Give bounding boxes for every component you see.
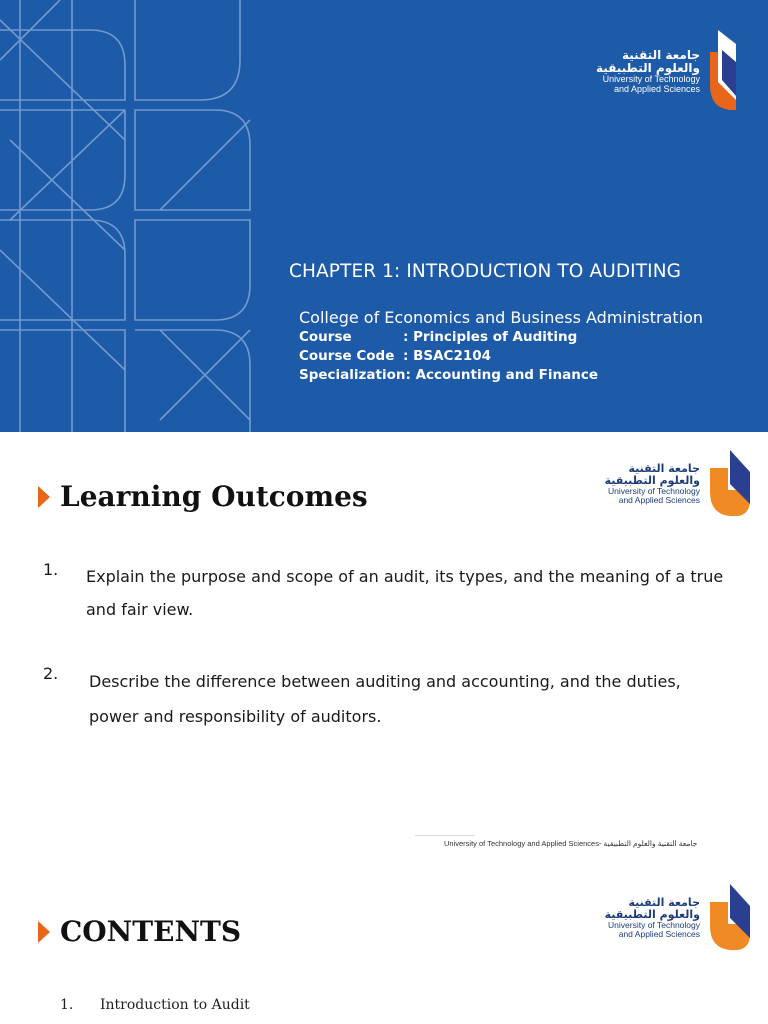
logo-english-line1: University of Technology <box>602 74 700 85</box>
course-info <box>299 308 703 385</box>
course-code-value: : BSAC2104 <box>403 348 492 364</box>
course-value: : Principles of Auditing <box>403 329 578 345</box>
course-row <box>299 328 703 347</box>
logo-english-line1: University of Technology <box>608 919 700 930</box>
logo-english-line2: and Applied Sciences <box>613 84 700 95</box>
decorative-line-pattern <box>0 0 290 432</box>
logo-arabic-line2: والعلوم التطبيقية <box>595 61 700 76</box>
outcome-text: Explain the purpose and scope of an audit, its types, and the meaning of a true and fair view. <box>86 567 724 619</box>
slide-footer: University of Technology and Applied Sciences- جامعة التقنية والعلوم التطبيقية <box>444 839 698 848</box>
heading-arrow-icon <box>38 486 50 508</box>
outcome-text: Describe the difference between auditing and accounting, and the duties, power and responsibility of auditors. <box>89 672 681 726</box>
logo-arabic-line1: جامعة التقنية <box>628 461 700 475</box>
outcome-number: 1. <box>43 560 59 579</box>
contents-item-text: Introduction to Audit <box>100 997 250 1013</box>
specialization-value: Accounting and Finance <box>415 367 599 383</box>
logo-arabic-line2: والعلوم التطبيقية <box>604 907 700 921</box>
specialization-row <box>299 366 703 385</box>
logo-english-line2: and Applied Sciences <box>618 929 700 940</box>
section-heading <box>38 915 241 948</box>
heading-text: CONTENTS <box>60 915 242 948</box>
specialization-label: Specialization: <box>299 367 411 383</box>
logo-arabic-line2: والعلوم التطبيقية <box>604 473 700 487</box>
outcome-number: 2. <box>43 664 59 683</box>
university-logo-mark-icon <box>708 450 752 518</box>
footer-divider <box>415 835 475 836</box>
logo-english-line2: and Applied Sciences <box>618 495 700 506</box>
contents-item-number: 1. <box>60 997 74 1013</box>
section-heading <box>38 480 368 513</box>
cover-slide <box>0 0 768 432</box>
contents-list-item <box>60 997 250 1013</box>
university-logo <box>605 884 752 952</box>
university-logo <box>596 30 738 114</box>
university-logo-mark-icon <box>708 884 752 952</box>
chapter-title: CHAPTER 1: INTRODUCTION TO AUDITING <box>289 261 682 282</box>
course-code-row <box>299 347 703 366</box>
course-label: Course <box>299 329 352 345</box>
university-logo-mark-icon <box>708 30 738 114</box>
logo-english-line1: University of Technology <box>608 485 700 496</box>
contents-slide <box>0 860 768 1024</box>
learning-outcomes-slide <box>0 432 768 860</box>
course-code-label: Course Code <box>299 348 395 364</box>
heading-arrow-icon <box>38 921 50 943</box>
logo-arabic-line1: جامعة التقنية <box>621 47 700 62</box>
logo-arabic-line1: جامعة التقنية <box>628 895 700 909</box>
heading-text: Learning Outcomes <box>60 480 368 513</box>
university-logo <box>605 450 752 518</box>
college-name: College of Economics and Business Administration <box>299 308 704 327</box>
